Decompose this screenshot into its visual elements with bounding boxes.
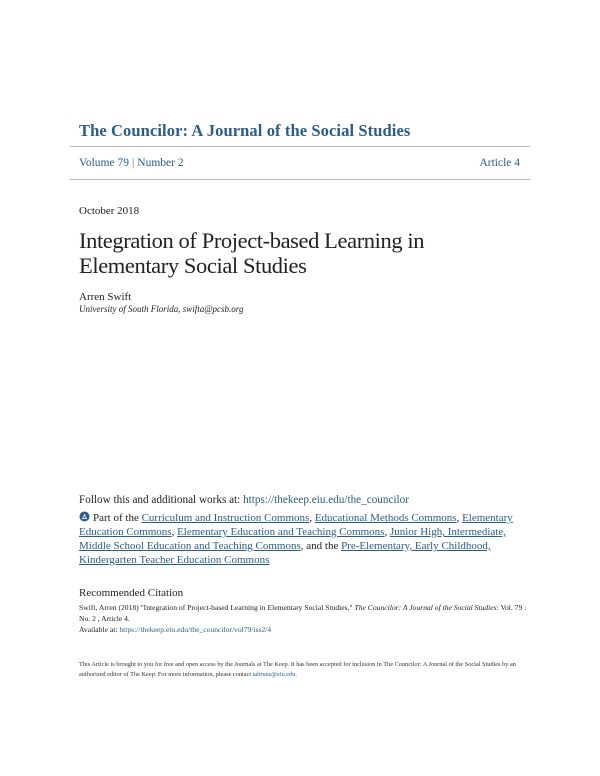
number-link[interactable]: Number 2 [137, 157, 184, 169]
issue-separator: | [131, 157, 135, 169]
commons-conjunction: and the [306, 540, 339, 552]
commons-link-elementary-education[interactable]: Elementary Education Commons [79, 512, 513, 538]
volume-link[interactable]: Volume 79 [79, 157, 129, 169]
citation-url-link[interactable]: https://thekeep.eiu.edu/the_councilor/vol79/iss2/4 [119, 625, 272, 634]
commons-link-elementary-teaching[interactable]: Elementary Education and Teaching Commons [177, 526, 385, 538]
follow-line [79, 494, 524, 506]
bepress-network-icon [79, 511, 90, 522]
journal-title[interactable]: The Councilor: A Journal of the Social Studies [79, 121, 411, 140]
article-number-link[interactable]: Article 4 [479, 157, 520, 169]
commons-link-curriculum[interactable]: Curriculum and Instruction Commons [141, 512, 310, 524]
citation-journal: The Councilor: A Journal of the Social Studies [354, 603, 497, 612]
citation-text [79, 602, 529, 635]
footer-end: . [295, 671, 297, 678]
footer-notice [79, 660, 534, 680]
citation-prefix: Swift, Arren (2018) "Integration of Project-based Learning in Elementary Social Studies," [79, 603, 355, 612]
footer-text: This Article is brought to you for free and open access by the Journals at The Keep. It has been accepted for inclusion in The Councilor: A Journal of the Social Studies by an authorized editor of The Keep. For more information, please contact [79, 661, 516, 678]
author-affiliation: University of South Florida, swifta@pcsb.org [79, 304, 244, 314]
part-of-section: Part of the Curriculum and Instruction Commons, Educational Methods Commons, Elementary Education Commons, Elementary Education and Teaching Commons, Junior High, Intermediate, Middle School Education and Teaching Commons, and the Pre-Elementary, Early Childhood, Kindergarten Teacher Education Commons [79, 512, 513, 566]
author-name: Arren Swift [79, 291, 132, 303]
publication-date: October 2018 [79, 205, 140, 217]
citation-available-label: Available at: [79, 625, 120, 634]
part-of-label: Part of the [93, 512, 142, 524]
footer-email-link[interactable]: tabruns@eiu.edu [252, 671, 296, 678]
follow-url-link[interactable]: https://thekeep.eiu.edu/the_councilor [243, 494, 409, 506]
commons-link-pre-elementary[interactable]: Pre-Elementary, Early Childhood, Kindergarten Teacher Education Commons [79, 540, 491, 566]
issue-info [79, 157, 184, 169]
follow-label: Follow this and additional works at: [79, 494, 244, 506]
commons-link-educational-methods[interactable]: Educational Methods Commons [314, 512, 457, 524]
commons-link-junior-high[interactable]: Junior High, Intermediate, Middle School Education and Teaching Commons [79, 526, 507, 552]
recommended-citation-heading: Recommended Citation [79, 587, 184, 599]
header-rule-top [70, 146, 530, 147]
citation-suffix: : Vol. 79 : No. 2 , Article 4. [79, 603, 527, 623]
header-rule-bottom [70, 179, 530, 180]
article-title: Integration of Project-based Learning in Elementary Social Studies [79, 228, 425, 278]
